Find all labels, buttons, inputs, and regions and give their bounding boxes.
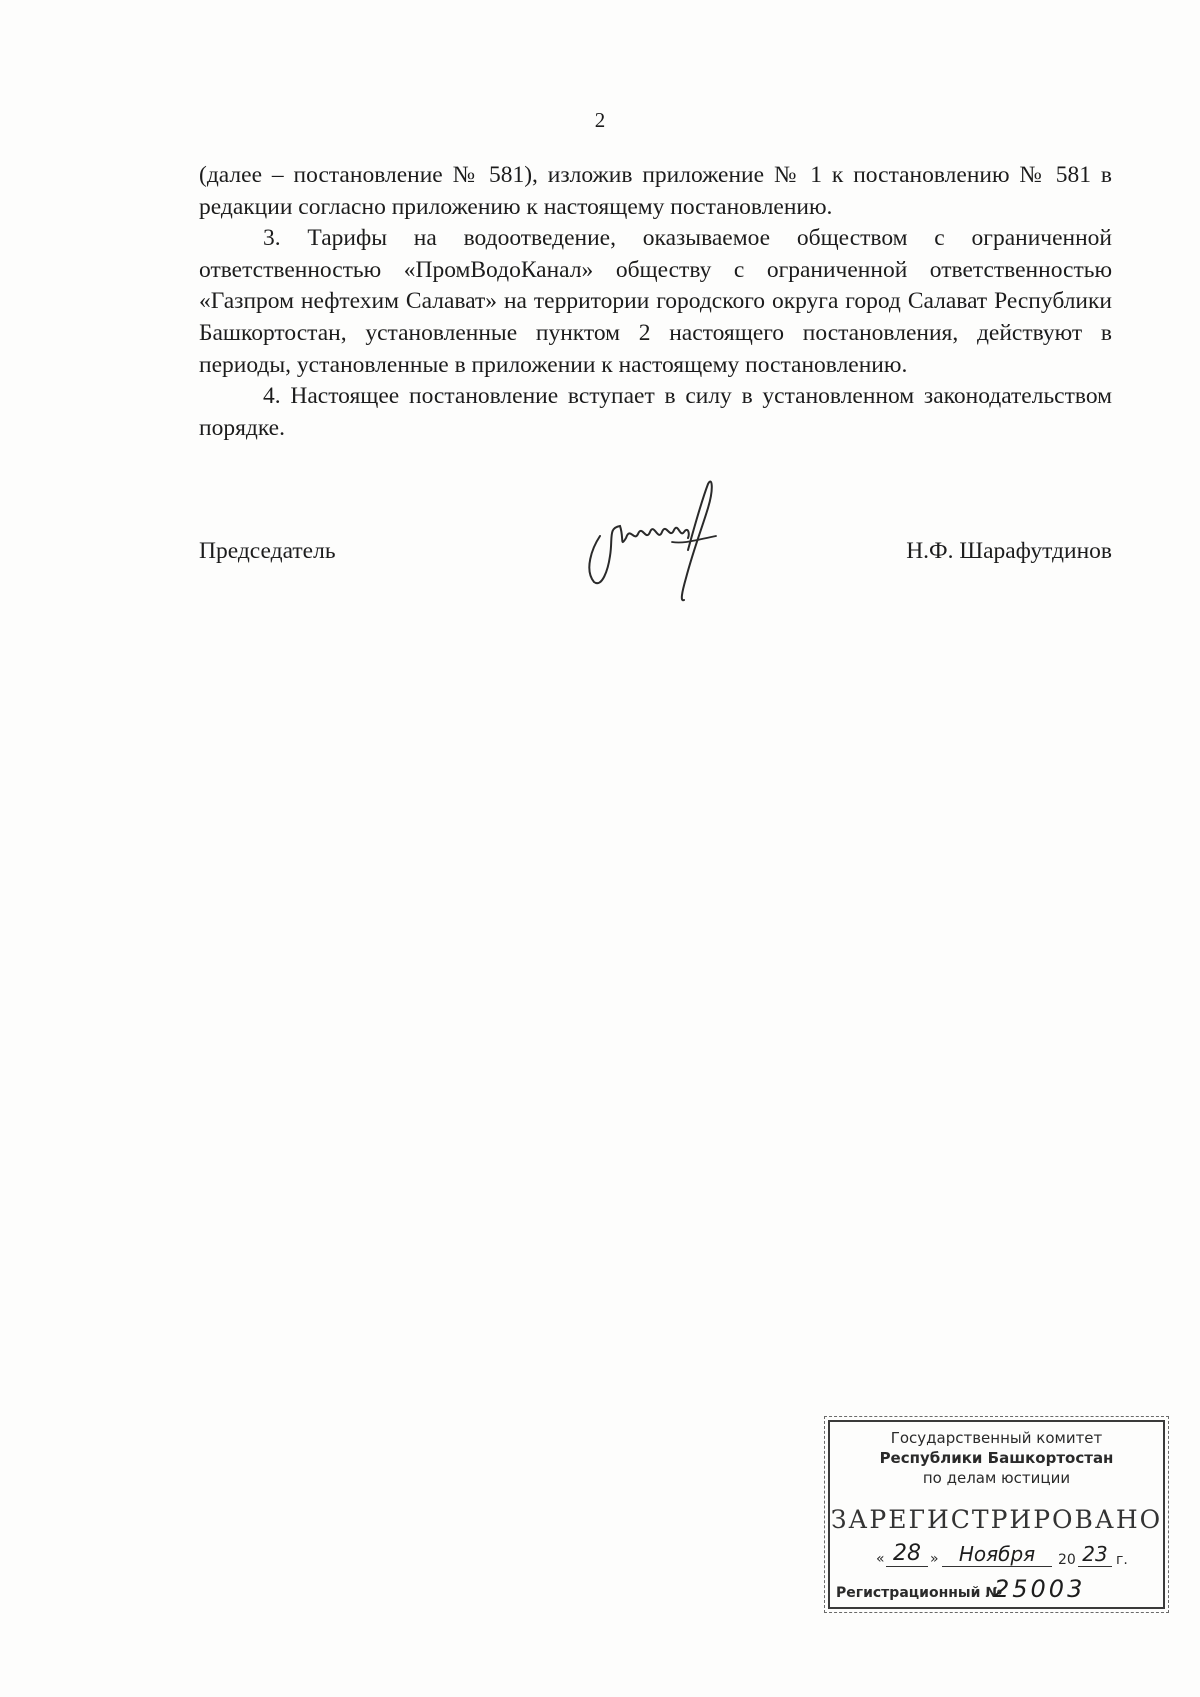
stamp-org-line-2: Республики Башкортостан (879, 1449, 1114, 1467)
signer-name: Н.Ф. Шарафутдинов (906, 538, 1112, 564)
stamp-organization (830, 1428, 1163, 1488)
stamp-org-line-3: по делам юстиции (922, 1469, 1071, 1487)
signer-role: Председатель (199, 538, 336, 564)
stamp-year-suffix: 23 (1078, 1542, 1112, 1567)
document-body (199, 160, 1112, 444)
stamp-year-prefix: 20 (1058, 1552, 1076, 1568)
paragraph-continuation: (далее – постановление № 581), изложив приложение № 1 к постановлению № 581 в редакции согласно приложению к настоящему постановлению. (199, 162, 1112, 220)
stamp-org-line-1: Государственный комитет (890, 1429, 1103, 1447)
page-number: 2 (594, 108, 606, 132)
registration-stamp (828, 1420, 1165, 1609)
paragraph-item-4: 4. Настоящее постановление вступает в силу в установленном законодательством порядке. (199, 383, 1112, 441)
stamp-registration-row (836, 1575, 1156, 1605)
stamp-reg-label: Регистрационный № (836, 1585, 1003, 1601)
stamp-reg-number: 25003 (994, 1575, 1086, 1603)
stamp-date-row (842, 1541, 1152, 1571)
stamp-title: ЗАРЕГИСТРИРОВАНО (830, 1505, 1163, 1534)
stamp-year-unit: г. (1116, 1552, 1128, 1568)
stamp-open-quote: « (876, 1551, 885, 1567)
stamp-close-quote: » (930, 1551, 939, 1567)
stamp-month: Ноября (942, 1542, 1052, 1567)
handwritten-signature (580, 478, 740, 608)
paragraph-item-3: 3. Тарифы на водоотведение, оказываемое обществом с ограниченной ответственностью «ПромВодоКанал» обществу с ограниченной ответственностью «Газпром нефтехим Салават» на территории городского округа город Салават Республики Башкортостан, установленные пунктом 2 настоящего постановления, действуют в периоды, установленные в приложении к настоящему постановлению. (199, 225, 1112, 378)
stamp-day: 28 (886, 1541, 928, 1567)
